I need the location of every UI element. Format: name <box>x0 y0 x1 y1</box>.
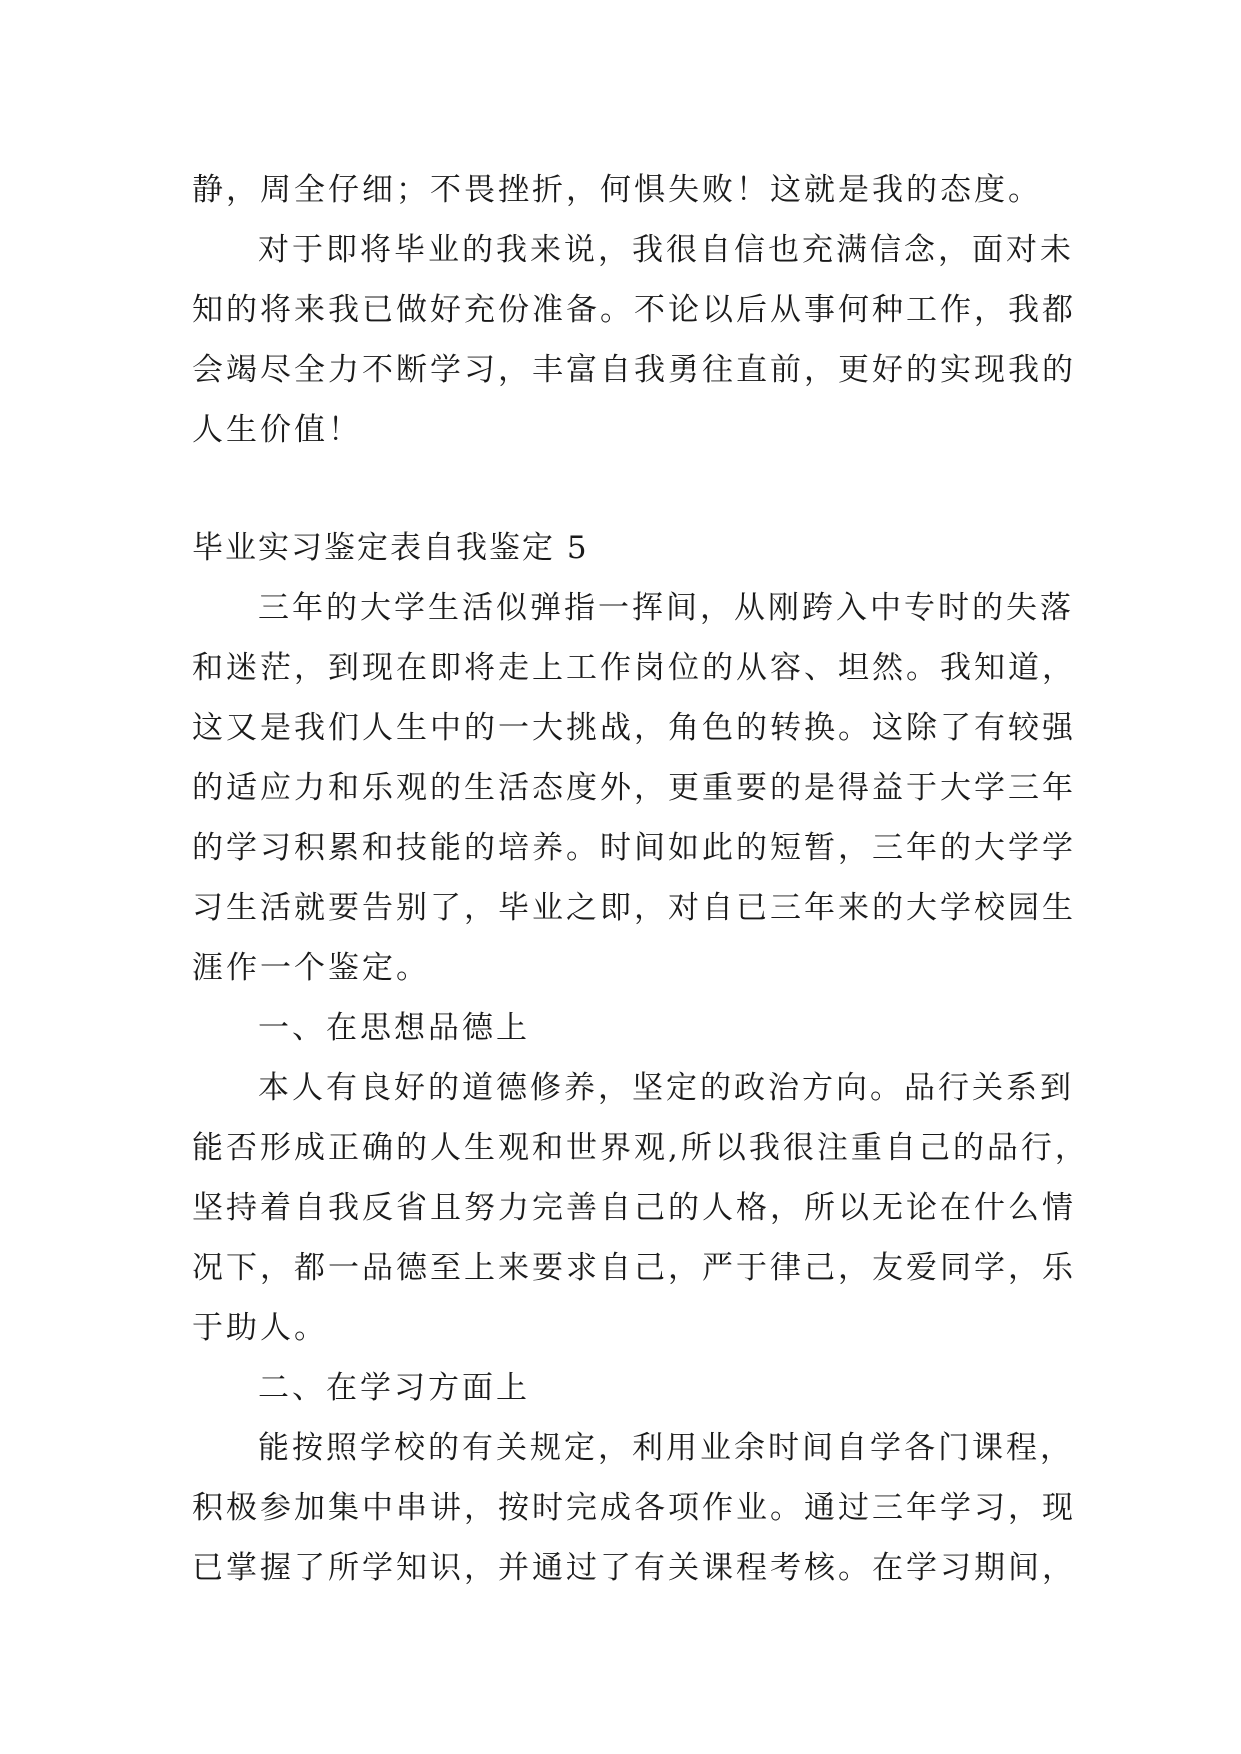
section-spacer <box>192 460 1072 518</box>
paragraph-line: 习生活就要告别了，毕业之即，对自已三年来的大学校园生 <box>192 890 1076 926</box>
paragraph-line: 和迷茫，到现在即将走上工作岗位的从容、坦然。我知道， <box>192 650 1076 686</box>
document-body <box>192 160 1089 1598</box>
paragraph-line: 积极参加集中串讲，按时完成各项作业。通过三年学习，现 <box>192 1490 1076 1526</box>
section-intro-paragraph <box>192 578 1076 998</box>
paragraph-line: 能否形成正确的人生观和世界观,所以我很注重自己的品行， <box>192 1130 1089 1166</box>
paragraph-line: 会竭尽全力不断学习，丰富自我勇往直前，更好的实现我的 <box>192 352 1076 388</box>
paragraph-line: 坚持着自我反省且努力完善自己的人格，所以无论在什么情 <box>192 1190 1076 1226</box>
study-paragraph <box>192 1418 1076 1598</box>
paragraph-line: 的学习积累和技能的培养。时间如此的短暂，三年的大学学 <box>192 830 1076 866</box>
paragraph-line: 能按照学校的有关规定，利用业余时间自学各门课程， <box>258 1430 1074 1466</box>
moral-paragraph <box>192 1058 1089 1358</box>
closing-paragraph <box>192 220 1076 460</box>
subheading-study: 二、在学习方面上 <box>258 1370 530 1406</box>
paragraph-line: 于助人。 <box>192 1310 328 1346</box>
intro-paragraph-tail: 静，周全仔细；不畏挫折，何惧失败！这就是我的态度。 <box>192 172 1042 208</box>
subheading-moral: 一、在思想品德上 <box>258 1010 530 1046</box>
paragraph-line: 三年的大学生活似弹指一挥间，从刚跨入中专时的失落 <box>258 590 1074 626</box>
paragraph-line: 况下，都一品德至上来要求自己，严于律己，友爱同学，乐 <box>192 1250 1076 1286</box>
paragraph-line: 这又是我们人生中的一大挑战，角色的转换。这除了有较强 <box>192 710 1076 746</box>
paragraph-line: 知的将来我已做好充份准备。不论以后从事何种工作，我都 <box>192 292 1076 328</box>
paragraph-line: 人生价值！ <box>192 412 362 448</box>
paragraph-line: 本人有良好的道德修养，坚定的政治方向。品行关系到 <box>258 1070 1074 1106</box>
paragraph-line: 对于即将毕业的我来说，我很自信也充满信念，面对未 <box>258 232 1074 268</box>
paragraph-line: 已掌握了所学知识，并通过了有关课程考核。在学习期间， <box>192 1550 1076 1586</box>
section-title: 毕业实习鉴定表自我鉴定 5 <box>192 530 589 566</box>
paragraph-line: 的适应力和乐观的生活态度外，更重要的是得益于大学三年 <box>192 770 1076 806</box>
paragraph-line: 涯作一个鉴定。 <box>192 950 430 986</box>
